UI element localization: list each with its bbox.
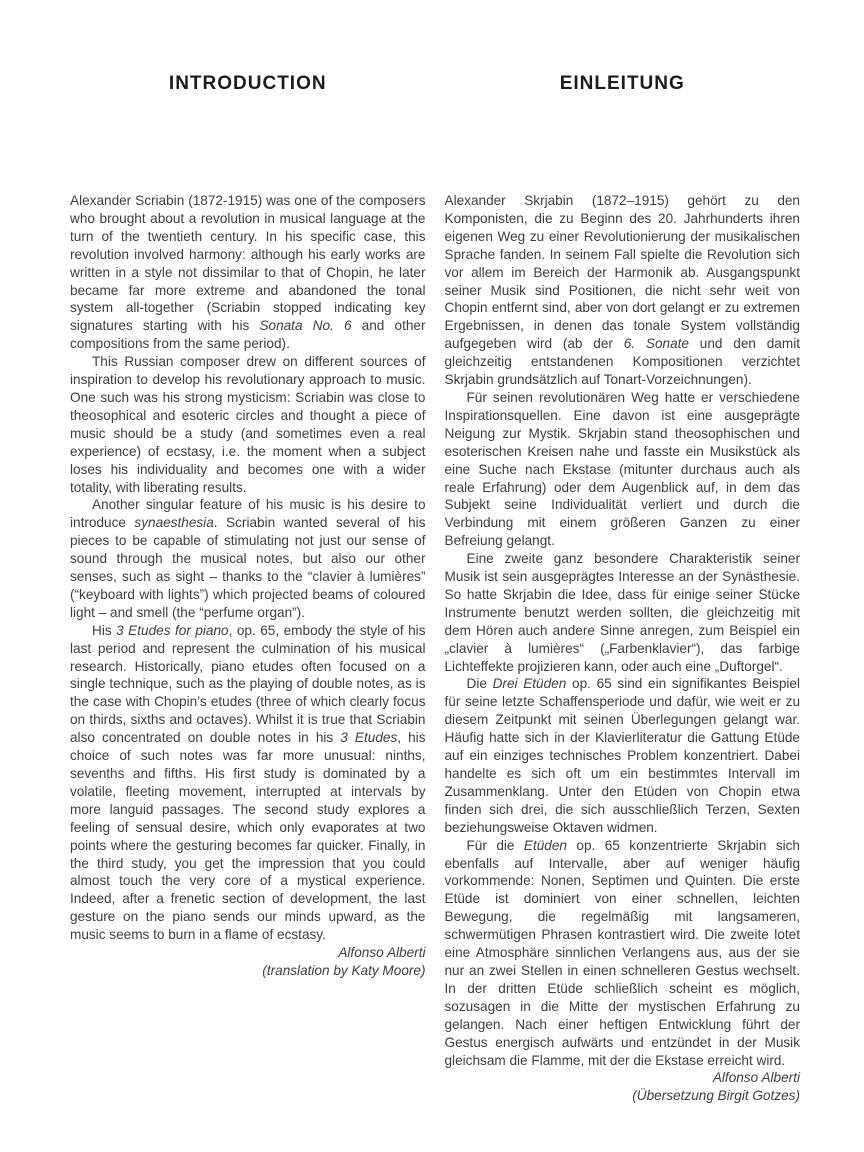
- paragraph-english-2: This Russian composer drew on different sources of inspiration to develop his revolutionary approach to music. One such was his strong mysticism: Scriabin was close to theosophical and esoteric circles and thought a piece of music should be a study (and sometimes even a real experience) of ecstasy, i.e. the moment when a subject loses his individuality and becomes one with a wider totality, with liberating results.: [70, 354, 426, 495]
- page-title-einleitung: EINLEITUNG: [559, 73, 685, 94]
- english-body-text: [70, 192, 426, 944]
- signature-german: [445, 1069, 801, 1105]
- translation-credit: (Übersetzung Birgit Gotzes): [632, 1088, 800, 1104]
- translation-credit: (translation by Katy Moore): [262, 962, 426, 978]
- paragraph-english-4: His 3 Etudes for piano, op. 65, embody the style of his last period and represent the culmination of his musical research. Historically, piano etudes often focused on a single technique, such as the playing of double notes, as is the case with Chopin’s etudes (three of which clearly focus on thirds, sixths and octaves). Whilst it is true that Scriabin also concentrated on double notes in his 3 Etudes, his choice of such notes was far more unusual: ninths, sevenths and fifths. His first study is dominated by a volatile, fleeting movement, interrupted at intervals by more languid passages. The second study explores a feeling of sensual desire, which only evaporates at two points where the gesturing becomes far quicker. Finally, in the third study, you get the impression that you could almost touch the very core of a mystical experience. Indeed, after a frenetic section of development, the last gesture on the piano sends our minds upward, as the music seems to burn in a flame of ecstasy.: [70, 622, 426, 943]
- paragraph-german-3: Eine zweite ganz besondere Charakteristik seiner Musik ist sein ausgeprägtes Interesse an der Synästhesie. So hatte Skrjabin die Idee, dass für einige seiner Stücke Instrumente benutzt werden sollten, die gleichzeitig mit dem Hören auch andere Sinne anregen, zum Beispiel ein „clavier à lumières“ („Farbenklavier“), das farbige Lichteffekte projizieren kann, oder auch eine „Duftorgel“.: [444, 551, 800, 674]
- paragraph-english-3: Another singular feature of his music is his desire to introduce synaesthesia. Scriabin wanted several of his pieces to be capable of stimulating not just our sense of sound through the musical notes, but also our other senses, such as sight – thanks to the “clavier à lumières” (“keyboard with lights”) which projected beams of coloured light – and smell (the “perfume organ”).: [70, 497, 426, 620]
- author-byline: Alfonso Alberti: [712, 1070, 800, 1086]
- paragraph-german-1: Alexander Skrjabin (1872–1915) gehört zu den Komponisten, die zu Beginn des 20. Jahrhunderts ihren eigenen Weg zu einer Revolutionierung der musikalischen Sprache fanden. In seinem Fall spielte die Revolution sich vor allem im Bereich der Harmonik ab. Ausgangspunkt seiner Musik sind Positionen, die nicht sehr weit von Chopin entfernt sind, aber von dort gelangt er zu extremen Ergebnissen, in denen das tonale System vollständig aufgegeben wird (ab der 6. Sonate und den damit gleichzeitig entstandenen Kompositionen verzichtet Skrjabin grundsätzlich auf Tonart-Vorzeichnungen).: [444, 193, 800, 388]
- column-english: [70, 0, 426, 1105]
- column-german: [445, 0, 801, 1105]
- author-byline: Alfonso Alberti: [338, 945, 426, 961]
- paragraph-german-2: Für seinen revolutionären Weg hatte er verschiedene Inspirationsquellen. Eine davon ist eine ausgeprägte Neigung zur Mystik. Skrjabin stand theosophischen und esoterischen Kreisen nahe und fasste ein Musikstück als eine Suche nach Ekstase (mitunter durchaus auch als reale Erfahrung) oder dem Augenblick auf, in dem das Subjekt seine Individualität verliert und durch die Verbindung mit einem größeren Ganzen zu einer Befreiung gelangt.: [444, 389, 800, 549]
- signature-english: [70, 944, 426, 980]
- paragraph-english-1: Alexander Scriabin (1872-1915) was one of the composers who brought about a revolution in musical language at the turn of the twentieth century. In his specific case, this revolution involved harmony: although his early works are written in a style not dissimilar to that of Chopin, he later became far more extreme and abandoned the tonal system all-together (Scriabin stopped indicating key signatures starting with his Sonata No. 6 and other compositions from the same period).: [70, 193, 426, 352]
- paragraph-german-4: Die Drei Etüden op. 65 sind ein signifikantes Beispiel für seine letzte Schaffensperiode und dafür, wie weit er zu diesem Zeitpunkt mit seinen Überlegungen gelangt war. Häufig hatte sich in der Klavierliteratur die Gattung Etüde auf ein einziges technisches Problem konzentriert. Dabei handelte es sich oft um ein bestimmtes Intervall im Zusammenklang. Unter den Etüden von Chopin etwa finden sich drei, die sich ausschließlich Terzen, Sexten beziehungsweise Oktaven widmen.: [444, 676, 800, 835]
- german-body-text: [445, 192, 801, 1069]
- page-title-introduction: INTRODUCTION: [168, 73, 327, 94]
- two-column-layout: [70, 0, 800, 1105]
- paragraph-german-5: Für die Etüden op. 65 konzentrierte Skrjabin sich ebenfalls auf Intervalle, aber auf weniger häufig vorkommende: Nonen, Septimen und Quinten. Die erste Etüde ist dominiert von einer schnellen, leichten Bewegung, die regelmäßig mit langsameren, schwermütigen Phrasen kontrastiert wird. Die zweite lotet eine Atmosphäre sinnlichen Verlangens aus, aus der sie nur an zwei Stellen in einen schnelleren Gestus wechselt. In der dritten Etüde schließlich scheint es möglich, sozusagen in die Mitte der mystischen Erfahrung zu gelangen. Nach einer heftigen Entwicklung führt der Gestus energisch aufwärts und entzündet in der Musik gleichsam die Flamme, mit der die Ekstase erreicht wird.: [444, 837, 800, 1068]
